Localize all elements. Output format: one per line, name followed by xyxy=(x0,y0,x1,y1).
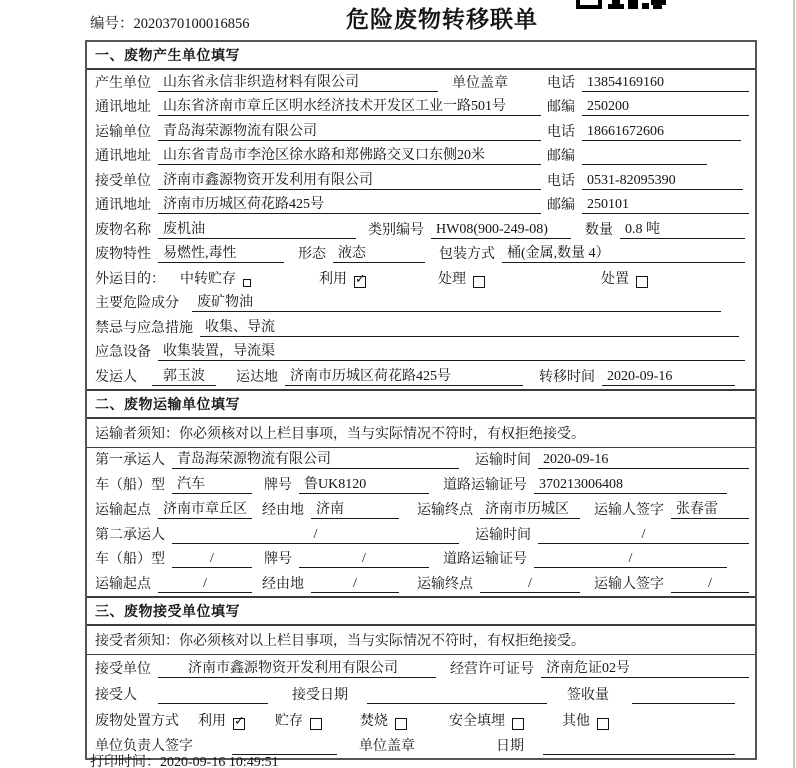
packing-value: 桶(金属,数量 4） xyxy=(502,242,745,263)
received-quantity-value xyxy=(632,703,735,704)
producer-unit-label: 产生单位 xyxy=(95,75,151,91)
checkbox-icon xyxy=(395,718,407,730)
producer-unit-left xyxy=(95,71,547,92)
receiver-unit-label: 接受单位 xyxy=(95,173,151,189)
unit-seal-label-2: 单位盖章 xyxy=(359,739,415,755)
vehicle-type-value: 汽车 xyxy=(172,473,252,494)
transport-address-row xyxy=(87,144,755,169)
checkbox-label: 其他 xyxy=(562,713,590,729)
qr-finder-square xyxy=(576,0,602,9)
route-row-2 xyxy=(87,571,755,596)
print-time-label: 打印时间： xyxy=(90,755,160,768)
route-origin-value: 济南市章丘区 xyxy=(158,498,252,519)
transfer-purpose-label: 外运目的： xyxy=(95,271,165,287)
received-quantity-label: 签收量 xyxy=(567,687,609,703)
transport-phone-label: 电话 xyxy=(547,124,575,140)
qr-block xyxy=(642,3,649,9)
vehicle-type-label: 车（船）型 xyxy=(95,478,165,494)
carrier-sign-value: 张春雷 xyxy=(671,498,749,519)
checkbox-label: 中转贮存 xyxy=(180,271,236,287)
emergency-equipment-value: 收集装置，导流渠 xyxy=(158,340,745,361)
page-edge-line xyxy=(793,0,795,768)
carrier-sign-label: 运输人签字 xyxy=(594,502,664,518)
receiver-phone-label: 电话 xyxy=(547,173,575,189)
route-via-value: 济南 xyxy=(311,498,399,519)
transport-unit-label: 运输单位 xyxy=(95,124,151,140)
producer-address-row xyxy=(87,95,755,120)
road-permit-label-2: 道路运输证号 xyxy=(443,552,527,568)
receiver-address-label: 通讯地址 xyxy=(95,198,151,213)
qr-block xyxy=(628,0,638,9)
vehicle-row-1 xyxy=(87,472,755,497)
page-title: 危险废物转移联单 xyxy=(346,6,538,32)
checkmark-icon: ✓ xyxy=(355,271,366,287)
vehicle-type-label-2: 车（船）型 xyxy=(95,552,165,568)
document-number-label: 编号： xyxy=(90,16,134,32)
disposal-option-other xyxy=(562,710,609,730)
unit-head-sign-label: 单位负责人签字 xyxy=(95,739,193,755)
disposal-method-row xyxy=(87,707,755,733)
purpose-option-dispose xyxy=(601,268,648,288)
checkbox-label: 利用 xyxy=(198,713,226,729)
route-via-label: 经由地 xyxy=(262,502,304,518)
transport-address-label: 通讯地址 xyxy=(95,149,151,164)
emergency-equipment-label: 应急设备 xyxy=(95,345,151,360)
purpose-option-storage xyxy=(180,268,251,288)
route-row-1 xyxy=(87,497,755,522)
transport-unit-row xyxy=(87,119,755,144)
route-origin-label-2: 运输起点 xyxy=(95,577,151,593)
producer-address-value: 山东省济南市章丘区明水经济技术开发区工业一路501号 xyxy=(158,95,541,116)
accept-unit-value: 济南市鑫源物资开发利用有限公司 xyxy=(158,657,436,678)
receiver-address-row xyxy=(87,193,755,218)
accept-person-value xyxy=(158,703,268,704)
vehicle-type-value-2: / xyxy=(172,551,252,568)
transport-address-left xyxy=(95,144,547,165)
hazard-component-value: 废矿物油 xyxy=(192,291,721,312)
receiver-unit-value: 济南市鑫源物资开发利用有限公司 xyxy=(158,169,541,190)
accept-unit-row xyxy=(87,655,755,681)
producer-phone-value: 13854169160 xyxy=(582,75,749,92)
manifest-form xyxy=(85,40,757,760)
accept-unit-label: 接受单位 xyxy=(95,662,151,678)
destination-label: 运达地 xyxy=(236,369,278,385)
producer-zip-value: 250200 xyxy=(582,99,749,116)
category-code-label: 类别编号 xyxy=(368,222,424,238)
business-license-value: 济南危证02号 xyxy=(541,657,749,678)
checkbox-icon xyxy=(597,718,609,730)
section-transport xyxy=(87,389,755,597)
checkbox-label: 贮存 xyxy=(275,713,303,729)
sender-label: 发运人 xyxy=(95,369,137,385)
first-carrier-label: 第一承运人 xyxy=(95,453,165,469)
second-carrier-row xyxy=(87,522,755,547)
plate-value: 鲁UK8120 xyxy=(299,473,429,494)
category-code-value: HW08(900-249-08) xyxy=(431,222,571,239)
receiver-notice: 接受者须知：你必须核对以上栏目事项，当与实际情况不符时，有权拒绝接受。 xyxy=(87,626,755,655)
unit-seal-label: 单位盖章 xyxy=(452,75,508,91)
transport-phone-value: 18661672606 xyxy=(582,124,741,141)
quantity-value: 0.8 吨 xyxy=(620,218,745,239)
disposal-option-burn xyxy=(360,710,407,730)
accept-person-label: 接受人 xyxy=(95,687,137,703)
checkbox-icon xyxy=(636,276,648,288)
disposal-option-landfill xyxy=(449,710,524,730)
accept-person-row xyxy=(87,681,755,707)
quantity-label: 数量 xyxy=(585,222,613,238)
accept-date-value xyxy=(367,703,547,704)
receiver-zip-label: 邮编 xyxy=(547,198,575,213)
packing-label: 包装方式 xyxy=(439,247,495,262)
waste-trait-row xyxy=(87,242,755,267)
first-carrier-value: 青岛海荣源物流有限公司 xyxy=(172,448,459,469)
checkmark-icon: ✓ xyxy=(234,713,245,729)
plate-label: 牌号 xyxy=(264,478,292,494)
checkbox-icon xyxy=(310,718,322,730)
disposal-option-use xyxy=(198,710,245,730)
seal-date-label: 日期 xyxy=(496,739,524,755)
print-time xyxy=(90,751,279,768)
section-producer xyxy=(87,42,755,389)
producer-unit-row xyxy=(87,70,755,95)
transport-time-label-2: 运输时间 xyxy=(475,527,531,543)
receiver-phone-value: 0531-82095390 xyxy=(582,173,743,190)
checkbox-label: 处理 xyxy=(438,271,466,287)
section-transport-title: 二、废物运输单位填写 xyxy=(87,391,755,419)
plate-label-2: 牌号 xyxy=(264,552,292,568)
checkbox-label: 焚烧 xyxy=(360,713,388,729)
section-receiver xyxy=(87,596,755,758)
carrier-sign-value-2: / xyxy=(671,576,749,593)
second-carrier-label: 第二承运人 xyxy=(95,527,165,543)
transport-notice: 运输者须知：你必须核对以上栏目事项，当与实际情况不符时，有权拒绝接受。 xyxy=(87,419,755,448)
producer-address-left xyxy=(95,95,547,116)
taboo-measures-row xyxy=(87,315,755,340)
route-via-value-2: / xyxy=(311,576,399,593)
producer-zip-label: 邮编 xyxy=(547,100,575,115)
route-end-value-2: / xyxy=(480,576,580,593)
purpose-option-treat xyxy=(438,268,485,288)
hazard-component-label: 主要危险成分 xyxy=(95,296,179,311)
road-permit-value-2: / xyxy=(534,551,727,568)
checkbox-icon xyxy=(233,713,245,730)
transport-unit-left xyxy=(95,120,547,141)
route-origin-label: 运输起点 xyxy=(95,502,151,518)
waste-name-value: 废机油 xyxy=(158,218,356,239)
checkbox-label: 利用 xyxy=(319,271,347,287)
receiver-zip-value: 250101 xyxy=(582,197,749,214)
second-carrier-value: / xyxy=(172,527,459,544)
emergency-equipment-row xyxy=(87,340,755,365)
disposal-method-label: 废物处置方式 xyxy=(95,713,179,729)
qr-block xyxy=(608,4,624,9)
waste-name-row xyxy=(87,217,755,242)
destination-value: 济南市历城区荷花路425号 xyxy=(285,365,523,386)
seal-date-value xyxy=(543,754,735,755)
checkbox-label: 处置 xyxy=(601,271,629,287)
transport-time-label: 运输时间 xyxy=(475,453,531,469)
checkbox-icon xyxy=(512,718,524,730)
section-receiver-title: 三、废物接受单位填写 xyxy=(87,598,755,626)
receiver-address-left xyxy=(95,193,547,214)
receiver-unit-left xyxy=(95,169,547,190)
waste-form-value: 液态 xyxy=(333,242,425,263)
route-end-value: 济南市历城区 xyxy=(480,498,580,519)
route-end-label-2: 运输终点 xyxy=(417,577,473,593)
waste-trait-label: 废物特性 xyxy=(95,247,151,262)
transport-zip-value xyxy=(582,164,707,165)
taboo-measures-value: 收集、导流 xyxy=(200,316,739,337)
producer-unit-value: 山东省永信非织造材料有限公司 xyxy=(158,71,438,92)
producer-address-label: 通讯地址 xyxy=(95,100,151,115)
route-via-label-2: 经由地 xyxy=(262,577,304,593)
producer-phone-label: 电话 xyxy=(547,75,575,91)
vehicle-row-2 xyxy=(87,547,755,572)
accept-date-label: 接受日期 xyxy=(292,687,348,703)
receiver-unit-row xyxy=(87,168,755,193)
checkbox-label: 安全填埋 xyxy=(449,713,505,729)
checkbox-icon xyxy=(473,276,485,288)
waste-name-label: 废物名称 xyxy=(95,222,151,238)
hazard-component-row xyxy=(87,291,755,316)
road-permit-value: 370213006408 xyxy=(534,477,727,494)
waste-trait-value: 易燃性,毒性 xyxy=(158,242,284,263)
transport-address-value: 山东省青岛市李沧区徐水路和郑佛路交叉口东侧20米 xyxy=(158,144,541,165)
transport-unit-value: 青岛海荣源物流有限公司 xyxy=(158,120,541,141)
document-number-value: 2020370100016856 xyxy=(133,16,250,32)
transport-time-value: 2020-09-16 xyxy=(538,452,749,469)
section-producer-title: 一、废物产生单位填写 xyxy=(87,42,755,70)
transport-zip-label: 邮编 xyxy=(547,149,575,164)
checkbox-icon xyxy=(243,279,251,287)
sender-value: 郭玉波 xyxy=(152,365,216,386)
route-end-label: 运输终点 xyxy=(417,502,473,518)
business-license-label: 经营许可证号 xyxy=(450,662,534,678)
plate-value-2: / xyxy=(299,551,429,568)
route-origin-value-2: / xyxy=(158,576,252,593)
receiver-address-value: 济南市历城区荷花路425号 xyxy=(158,193,541,214)
road-permit-label: 道路运输证号 xyxy=(443,478,527,494)
taboo-measures-label: 禁忌与应急措施 xyxy=(95,320,193,336)
dispatch-row xyxy=(87,364,755,389)
transport-time-value-2: / xyxy=(538,527,749,544)
first-carrier-row xyxy=(87,448,755,473)
transfer-purpose-row xyxy=(87,266,755,291)
qr-block xyxy=(653,5,662,9)
disposal-option-store xyxy=(275,710,322,730)
purpose-option-use xyxy=(319,268,366,288)
transfer-time-value: 2020-09-16 xyxy=(602,369,735,386)
checkbox-icon xyxy=(354,271,366,288)
print-time-value: 2020-09-16 10:49:51 xyxy=(160,755,279,768)
waste-form-label: 形态 xyxy=(298,247,326,262)
qr-code-fragment xyxy=(576,0,666,10)
transfer-time-label: 转移时间 xyxy=(539,369,595,385)
carrier-sign-label-2: 运输人签字 xyxy=(594,577,664,593)
